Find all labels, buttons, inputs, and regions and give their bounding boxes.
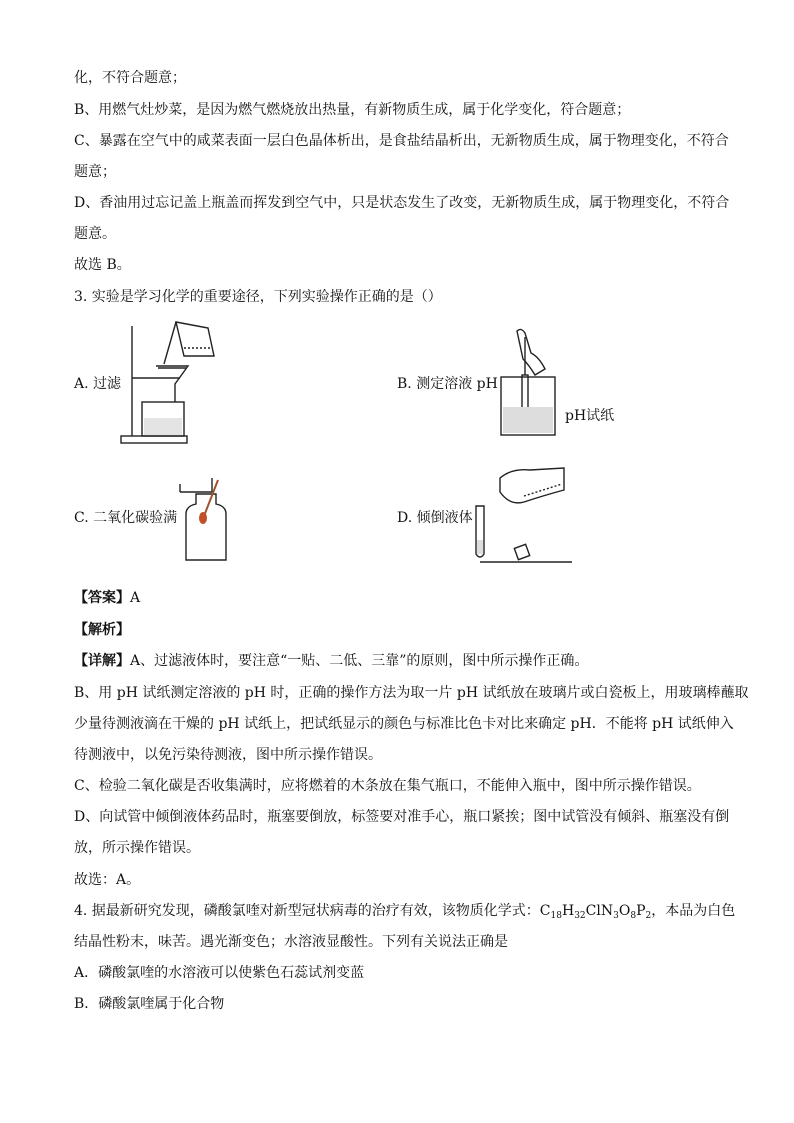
option-b-label: B. 测定溶液 pH <box>397 376 498 392</box>
explanation-a: A、过滤液体时，要注意“一贴、二低、三靠”的原则，图中所示操作正确。 <box>130 653 589 669</box>
formula-part: P <box>636 903 646 919</box>
detail-tag: 【详解】 <box>74 653 130 669</box>
option-c-label: C. 二氧化碳验满 <box>74 510 178 526</box>
ph-test-figure <box>495 325 565 440</box>
formula-sub: 8 <box>630 911 637 921</box>
text-line: B、用燃气灶炒菜，是因为燃气燃烧放出热量，有新物质生成，属于化学变化，符合题意； <box>74 102 631 118</box>
text-line: C、检验二氧化碳是否收集满时，应将燃着的木条放在集气瓶口，不能伸入瓶中，图中所示操作错误。 <box>74 778 701 794</box>
question-4 <box>74 901 735 926</box>
text-line: B、用 pH 试纸测定溶液的 pH 时，正确的操作方法为取一片 pH 试纸放在玻璃片或白瓷板上，用玻璃棒蘸取 <box>74 685 749 701</box>
answer-text: A <box>130 590 141 606</box>
text-line: 少量待测液滴在干燥的 pH 试纸上，把试纸显示的颜色与标准比色卡对比来确定 pH．不能将 pH 试纸伸入 <box>74 716 734 732</box>
text-line: 题意。 <box>74 226 116 242</box>
formula-part: O <box>618 903 631 919</box>
text-line: 化，不符合题意； <box>74 70 186 86</box>
answer-tag: 【答案】 <box>74 590 130 606</box>
co2-check-figure <box>178 476 234 566</box>
text-line: D、向试管中倾倒液体药品时，瓶塞要倒放，标签要对准手心，瓶口紧挨；图中试管没有倾斜、瓶塞没有倒 <box>74 809 730 825</box>
text-line: C、暴露在空气中的咸菜表面一层白色晶体析出，是食盐结晶析出，无新物质生成，属于物理变化，不符合 <box>74 133 729 149</box>
text-line: 题意； <box>74 164 116 180</box>
option-a-label: A. 过滤 <box>74 376 122 392</box>
formula-part: ClN <box>585 903 614 919</box>
formula-part: H <box>561 903 575 919</box>
answer-line <box>74 588 140 608</box>
text-line: 待测液中，以免污染待测液，图中所示操作错误。 <box>74 747 382 763</box>
text-line: 放，所示操作错误。 <box>74 840 200 856</box>
formula-sub: 32 <box>574 911 586 921</box>
text-line: D、香油用过忘记盖上瓶盖而挥发到空气中，只是状态发生了改变，无新物质生成，属于物理变化，不符合 <box>74 195 730 211</box>
option-a: A．磷酸氯喹的水溶液可以使紫色石蕊试剂变蓝 <box>74 965 365 981</box>
ph-paper-label: pH试纸 <box>565 408 615 424</box>
pouring-liquid-figure <box>472 466 582 570</box>
explanation-line <box>74 651 588 671</box>
text-line: 结晶性粉末，味苦。遇光渐变色；水溶液显酸性。下列有关说法正确是 <box>74 934 508 950</box>
text-line: 故选 B。 <box>74 257 131 273</box>
q4-text: 4. 据最新研究发现，磷酸氯喹对新型冠状病毒的治疗有效，该物质化学式：C <box>74 903 551 919</box>
option-d-label: D. 倾倒液体 <box>397 510 473 526</box>
option-b: B．磷酸氯喹属于化合物 <box>74 996 225 1012</box>
formula-sub: 2 <box>645 911 652 921</box>
text-line: 故选：A。 <box>74 872 141 888</box>
filtration-apparatus-figure <box>118 318 226 446</box>
analysis-tag <box>74 620 130 640</box>
formula-sub: 3 <box>613 911 619 921</box>
analysis-tag-text: 【解析】 <box>74 622 130 638</box>
question-3: 3. 实验是学习化学的重要途径，下列实验操作正确的是（） <box>74 289 442 305</box>
q4-text: ，本品为白色 <box>651 903 736 919</box>
formula-sub: 18 <box>550 911 562 921</box>
